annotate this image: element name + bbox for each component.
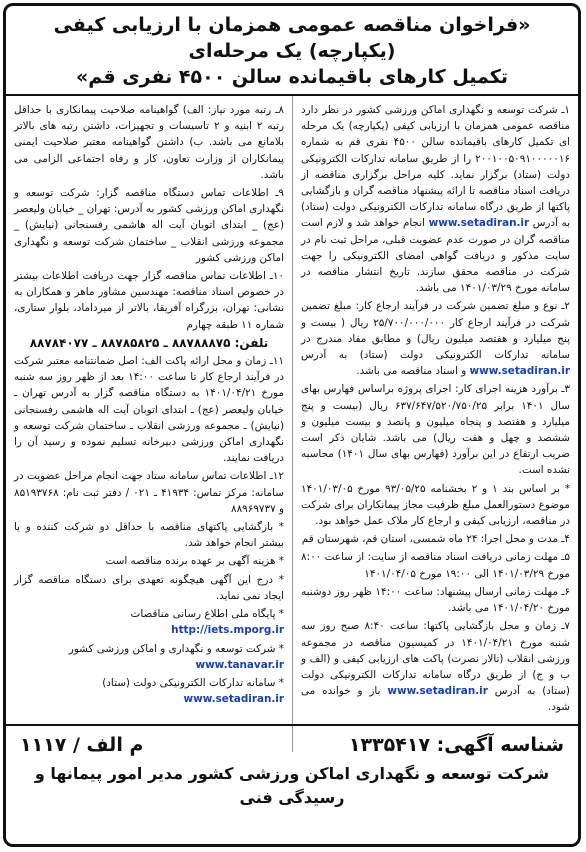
ad-code: م الف / ۱۱۱۷ xyxy=(20,734,144,756)
item-3-note: * بر اساس بند ۱ و ۲ بخشنامه ۹۳/۰۵/۲۵ مورخ ۱۴۰۱/۰۳/۰۵ موضوع دستورالعمل مبلغ ظرفیت مجاز پیمانکاران برای شرکت در مناقصه، ارزیابی کیفی و ارجاع کار ملاک عمل خواهد بود. xyxy=(301,482,571,528)
item-7-end: باز و خوانده می شود. xyxy=(301,685,570,714)
note-3: * درج این آگهی هیچگونه تعهدی برای دستگاه مناقصه گزار ایجاد نمی نماید. xyxy=(14,573,284,602)
tanavar-link[interactable]: www.tanavar.ir xyxy=(195,658,284,671)
note-2: * هزینه آگهی بر عهده برنده مناقصه است xyxy=(105,555,284,568)
notice-header xyxy=(6,6,578,96)
tel-label: تلفن: xyxy=(234,335,269,350)
right-column xyxy=(292,96,578,752)
item-3: ۳ـ برآورد هزینه اجرای کار: اجرای پروژه براساس فهارس بهای سال ۱۴۰۱ برابر ۶۳۷/۶۴۷/۵۲۰/۷۵۰/۲۵ ریال (بیست و پنج میلیارد و هفتصد و پنجاه میلیون و پانصد و بیست میلیون و ششصد و چهل و هفت ریال) می باشد. شایان ذکر است ضریب ارتفاع در این برآورد (فهارس بهای سال ۱۴۰۱) محاسبه نشده است. xyxy=(301,383,570,477)
site-3 xyxy=(14,675,284,707)
site-3-label: * سامانه تدارکات الکترونیکی دولت (ستاد) xyxy=(102,676,284,689)
item-2-end: و اسناد مناقصه می باشد. xyxy=(356,365,467,378)
item-2-text: ۲ـ نوع و مبلغ تضمین شرکت در فرآیند ارجاع کار: مبلغ تضمین شرکت در فرآیند ارجاع کار ۲۵/۷۰۰/۰۰۰/۰۰۰ ریال ( بیست و پنج میلیارد و هفتصد میلیون ریال) و مطابق مفاد مندرج در سامانه تدارکات الکترونیکی دولت (ستاد) به آدرس xyxy=(301,300,570,362)
site-1-label: * پایگاه ملی اطلاع رسانی مناقصات xyxy=(130,608,284,621)
iets-link[interactable]: http://iets.mporg.ir xyxy=(171,624,284,637)
site-1 xyxy=(14,606,284,638)
item-1-text: ۱ـ شرکت توسعه و نگهداری اماکن ورزشی کشور در نظر دارد مناقصه عمومی همزمان با ارزیابی کیفی (یکپارچه) یک مرحله ای تکمیل کارهای باقیمانده سالن ۴۵۰۰ نفری قم به شماره ۲۰۰۱۰۰۵۰۹۱۰۰۰۰۰۱۶ را از طریق سامانه تدارکات الکترونیکی دولت (ستاد) برگزار نماید. کلیه مراحل برگزاری مناقصه از دریافت اسناد مناقصه تا ارائه پیشنهاد مناقصه گران و بازگشایی پاکتها از طریق درگاه سامانه تدارکات الکترونیکی دولت (ستاد) به آدرس xyxy=(301,104,571,230)
item-5: ۵ـ مهلت زمانی دریافت اسناد مناقصه از سایت: از ساعت ۸:۰۰ مورخ ۱۴۰۱/۰۳/۲۹ الی ۱۹:۰۰ مورخ ۱۴۰۱/۰۴/۰۵ xyxy=(301,551,570,580)
tel-numbers: ۸۸۷۸۸۸۷۵ ـ ۸۸۷۸۵۸۲۵ ـ ۸۸۷۸۴۰۷۷ xyxy=(29,335,231,350)
item-12: ۱۲ـ اطلاعات تماس سامانه ستاد جهت انجام مراحل عضویت در سامانه: مرکز تماس: ۴۱۹۳۴ ـ ۰۲۱ / دفتر ثبت نام: ۸۵۱۹۳۷۶۸ و ۸۸۹۶۹۷۳۷ xyxy=(14,470,284,515)
ad-id: شناسه آگهی: ۱۳۳۵۴۱۷ xyxy=(348,734,564,756)
site-2-label: * شرکت توسعه و نگهداری و اماکن ورزشی کشور xyxy=(68,642,284,655)
site-2 xyxy=(14,641,284,673)
item-10-phones xyxy=(14,335,284,351)
item-7-text: ۷ـ زمان و محل بازگشایی پاکتها: ساعت ۸:۴۰ صبح روز سه شنبه مورخ ۱۴۰۱/۰۴/۲۱ در کمیسیون مناقصه در مجموعه ورزشی انقلاب (تالار نصرت) پاکت های ارزیابی کیفی و (الف و ب و ج) از طریق درگاه سامانه تدارکات الکترونیکی دولت (ستاد) به آدرس xyxy=(301,620,571,698)
setadiran-link-3[interactable]: www.setadiran.ir xyxy=(387,685,488,698)
item-4: ۴ـ مدت و محل اجرا: ۲۴ ماه شمسی، استان قم، شهرستان قم xyxy=(301,533,570,546)
item-8: ۸ـ رتبه مورد نیاز: الف) گواهینامه صلاحیت پیمانکاری با حداقل رتبه ۲ ابنیه و ۲ تاسیسات و تجهیزات، داشتن رتبه های بالاتر بلامانع می باشد. ب) داشتن گواهینامه معتبر صلاحیت ایمنی پیمانکاران از وزارت تعاون، کار و رفاه اجتماعی الزامی می باشد. xyxy=(14,104,284,181)
item-1-end: انجام خواهد شد و لازم است مناقصه گران در صورت عدم عضویت قبلی، مراحل ثبت نام در سایت مذکور و دریافت گواهی امضای الکترونیکی را جهت شرکت در مناقصه محقق سازند. تاریخ انتشار مناقصه در سامانه مورخ ۱۴۰۱/۰۳/۲۹ می باشد. xyxy=(301,217,570,295)
footer-row-1 xyxy=(6,726,578,756)
title-line-2: تکمیل کارهای باقیمانده سالن ۴۵۰۰ نفری قم» xyxy=(76,66,508,88)
note-1: * بازگشایی پاکتهای مناقصه با حداقل دو شرکت کننده و یا بیشتر انجام خواهد شد. xyxy=(14,521,284,550)
setadiran-link-1[interactable]: www.setadiran.ir xyxy=(428,217,530,230)
item-2 xyxy=(301,298,570,379)
left-column xyxy=(6,96,292,752)
item-10: ۱۰ـ اطلاعات تماس مناقصه گزار جهت دریافت اطلاعات بیشتر در خصوص اسناد مناقصه: مهندسین مشاور ماهر و همکاران به نشانی: تهران، بزرگراه آفریقا، بالاتر از میرداماد، بلوار ستاری، شماره ۱۱ طبقه چهارم xyxy=(14,270,284,331)
notice-footer xyxy=(6,724,578,844)
notice-frame xyxy=(3,3,581,847)
item-9: ۹ـ اطلاعات تماس دستگاه مناقصه گزار: شرکت توسعه و نگهداری اماکن ورزشی کشور به آدرس: تهران _ خیابان ولیعصر (عج) _ ابتدای اتوبان آیت اله هاشمی رفسنجانی (نیایش) _ مجموعه ورزشی انقلاب _ ساختمان شرکت توسعه و نگهداری اماکن ورزشی کشور xyxy=(14,187,284,264)
title-line-1: «فراخوان مناقصه عمومی همزمان با ارزیابی کیفی (یکپارچه) یک مرحله‌ای xyxy=(53,14,531,62)
item-11: ۱۱ـ زمان و محل ارائه پاکت الف: اصل ضمانتنامه معتبر شرکت در فرآیند ارجاع کار تا ساعت ۱۴:۰۰ بعد از ظهر روز سه شنبه مورخ ۱۴۰۱/۰۴/۲۱ به دستگاه مناقصه گزار به آدرس تهران ـ خیابان ولیعصر (عج) ـ ابتدای اتوبان آیت اله هاشمی رفسنجانی (نیایش) ـ مجموعه ورزشی انقلاب ـ ساختمان شرکت توسعه و نگهداری اماکن ورزشی دبیرخانه تسلیم نموده و رسید آن را دریافت نمایند. xyxy=(14,355,284,465)
item-7 xyxy=(301,618,570,715)
setadiran-link-4[interactable]: www.setadiran.ir xyxy=(183,693,284,706)
item-1 xyxy=(301,102,570,296)
setadiran-link-2[interactable]: www.setadiran.ir xyxy=(469,365,570,378)
item-6: ۶ـ مهلت زمانی ارسال پیشنهاد: ساعت ۱۴:۰۰ ظهر روز دوشنبه مورخ ۱۴۰۱/۰۴/۲۰ می باشد. xyxy=(301,585,571,615)
footer-signature: شرکت توسعه و نگهداری اماکن ورزشی کشور مدیر امور پیمانها و رسیدگی فنی xyxy=(34,764,550,807)
notice-body xyxy=(6,96,578,752)
